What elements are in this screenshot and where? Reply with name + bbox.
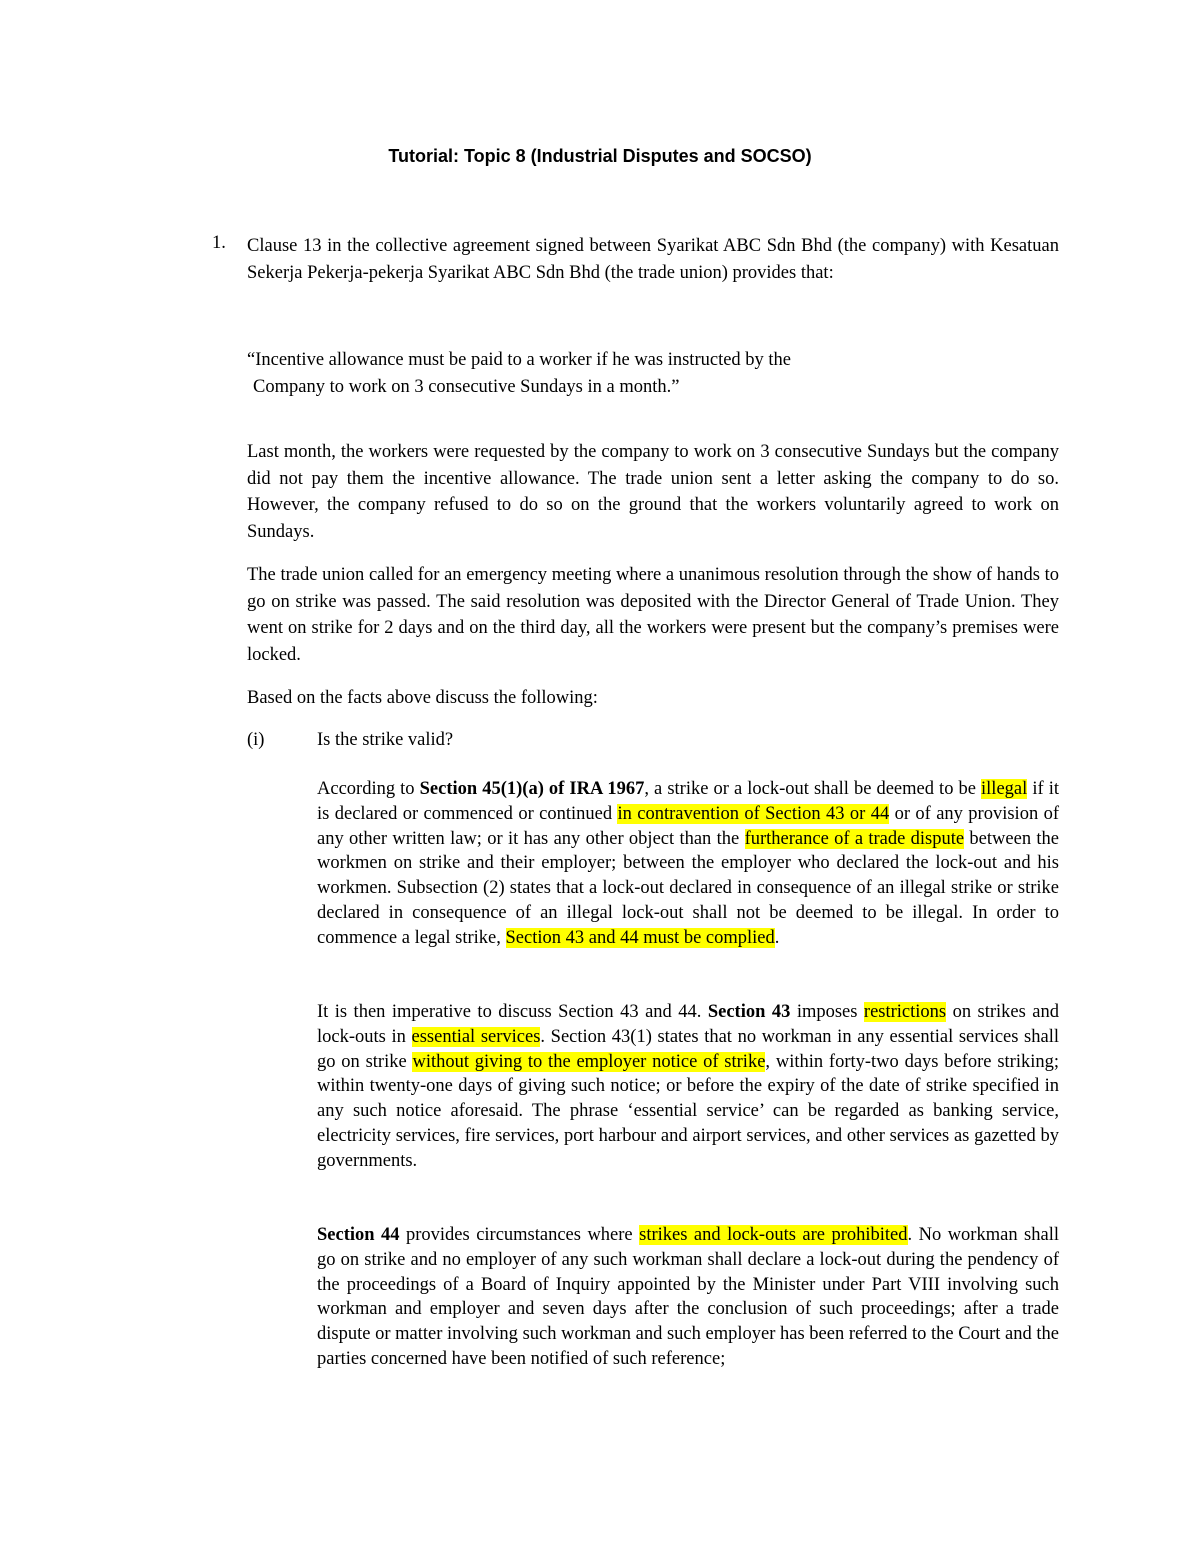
text-run: . bbox=[774, 927, 780, 948]
page-title: Tutorial: Topic 8 (Industrial Disputes and SOCSO) bbox=[388, 146, 812, 166]
text-run: . Section 43(1) states that no workman in any essential services shall go on strike bbox=[317, 1026, 1060, 1072]
quote-line-2: Company to work on 3 consecutive Sundays in a month.” bbox=[253, 376, 680, 397]
highlighted-text: Section 43 and 44 must be complied bbox=[505, 927, 775, 948]
text-run: on strikes and lock-outs in bbox=[317, 1002, 1060, 1047]
list-number: 1. bbox=[212, 233, 226, 253]
text-run: between the workmen on strike and their employer; between the employer who declared the lock-out and his workmen. Subsection (2) states that a lock-out declared in consequence of an illegal strike or strike declared in consequence of an illegal lock-out shall not be deemed to be illegal. In order to commence a legal strike, bbox=[317, 828, 1059, 948]
question-text: Is the strike valid? bbox=[317, 730, 454, 750]
answer-paragraph-3 bbox=[317, 1223, 1059, 1372]
answer-paragraph-2 bbox=[317, 1000, 1059, 1174]
facts-paragraph-2: The trade union called for an emergency meeting where a unanimous resolution through the show of hands to go on strike was passed. The said resolution was deposited with the Director General of Trade Union. They went on strike for 2 days and on the third day, all the workers were present but the company’s premises were locked. bbox=[247, 565, 1059, 665]
question-number: (i) bbox=[247, 730, 265, 750]
bold-reference: Section 44 bbox=[317, 1225, 400, 1245]
bold-reference: Section 43 bbox=[707, 1002, 791, 1022]
text-run: It is then imperative to discuss Section 43 and 44. bbox=[317, 1002, 708, 1022]
highlighted-text: strikes and lock-outs are prohibited bbox=[639, 1225, 908, 1245]
highlighted-text: in contravention of Section 43 or 44 bbox=[617, 803, 890, 824]
text-run: if it is declared or commenced or continued bbox=[317, 779, 1059, 824]
text-run: , a strike or a lock-out shall be deemed to be bbox=[644, 779, 982, 799]
highlighted-text: furtherance of a trade dispute bbox=[744, 828, 965, 849]
intro-paragraph: Clause 13 in the collective agreement signed between Syarikat ABC Sdn Bhd (the company) with Kesatuan Sekerja Pekerja-pekerja Syarikat ABC Sdn Bhd (the trade union) provides that: bbox=[247, 236, 1059, 283]
quoted-clause bbox=[247, 347, 947, 400]
highlighted-text: restrictions bbox=[863, 1002, 947, 1022]
text-run: imposes bbox=[790, 1002, 864, 1022]
text-run: provides circumstances where bbox=[399, 1225, 640, 1245]
text-run: . No workman shall go on strike and no employer of any such workman shall declare a lock-out during the pendency of the proceedings of a Board of Inquiry appointed by the Minister under Part VIII involving such workman and employer and seven days after the conclusion of such proceedings; after a trade dispute or matter involving such workman and such employer has been referred to the Court and the parties concerned have been notified of such reference; bbox=[317, 1225, 1059, 1369]
facts-paragraph-1: Last month, the workers were requested by the company to work on 3 consecutive Sundays but the company did not pay them the incentive allowance. The trade union sent a letter asking the company to do so. However, the company refused to do so on the ground that the workers voluntarily agreed to work on Sundays. bbox=[247, 442, 1059, 542]
bold-reference: Section 45(1)(a) of IRA 1967 bbox=[419, 779, 645, 799]
text-run: or of any provision of any other written law; or it has any other object than the bbox=[317, 803, 1059, 849]
text-run: , within forty-two days before striking; within twenty-one days of giving such notice; or before the expiry of the date of strike specified in any such notice aforesaid. The phrase ‘essential service’ can be regarded as banking service, electricity services, fire services, port harbour and airport services, and other services as gazetted by governments. bbox=[317, 1051, 1059, 1171]
text-run: According to bbox=[317, 779, 420, 799]
discuss-prompt: Based on the facts above discuss the following: bbox=[247, 688, 598, 708]
highlighted-text: illegal bbox=[981, 779, 1028, 799]
highlighted-text: without giving to the employer notice of strike bbox=[412, 1051, 766, 1072]
answer-paragraph-1 bbox=[317, 777, 1059, 951]
highlighted-text: essential services bbox=[411, 1026, 541, 1047]
quote-line-1: “Incentive allowance must be paid to a worker if he was instructed by the bbox=[247, 350, 792, 370]
